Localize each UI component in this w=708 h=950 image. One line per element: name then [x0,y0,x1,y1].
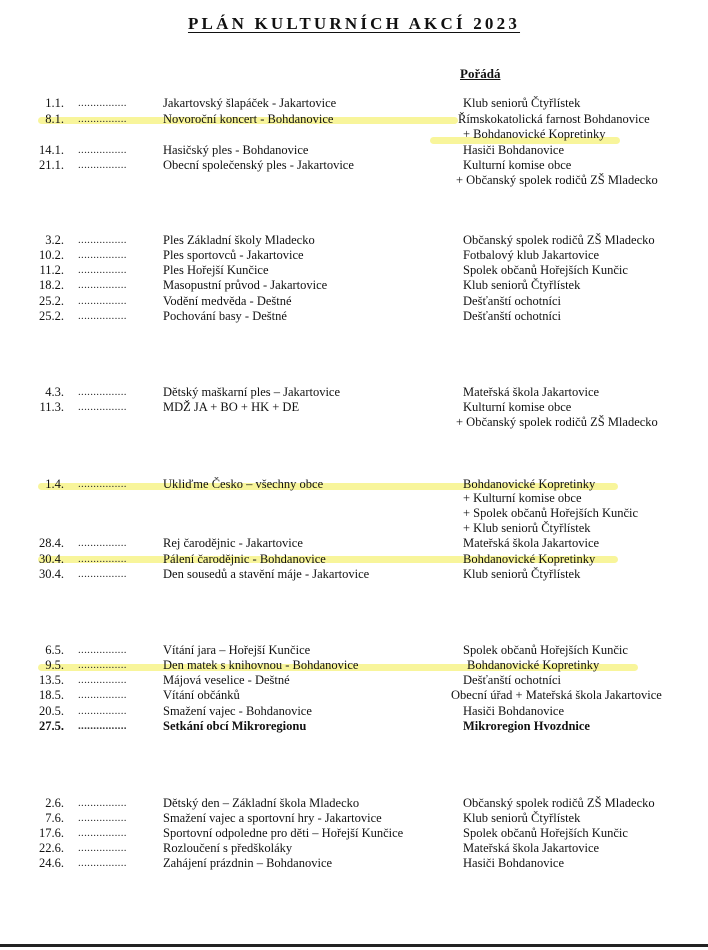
event-row [0,96,708,111]
event-date: 7.6. [45,811,64,825]
event-date: 6.5. [45,643,64,657]
event-date: 25.2. [39,294,64,308]
event-organizer: Spolek občanů Hořejších Kunčic [463,263,628,277]
event-row [0,552,708,567]
event-row [0,643,708,658]
event-row [0,263,708,278]
event-date: 18.5. [39,688,64,702]
event-organizer: Kulturní komise obce [463,400,572,414]
event-organizer: Dešťanští ochotníci [463,673,562,687]
event-row [0,688,708,703]
event-name: Májová veselice - Deštné [163,673,290,687]
event-row [0,158,708,173]
leader-dots: ................ [78,842,127,854]
event-date: 11.2. [39,263,64,277]
event-name: MDŽ JA + BO + HK + DE [163,400,300,414]
event-row [0,278,708,293]
event-organizer: + Spolek občanů Hořejších Kunčic [463,506,639,520]
event-row [0,536,708,551]
event-date: 3.2. [45,233,64,247]
event-organizer: Klub seniorů Čtyřlístek [463,567,581,581]
leader-dots: ................ [78,568,127,580]
event-name: Ples sportovců - Jakartovice [163,248,304,262]
event-name: Rej čarodějnic - Jakartovice [163,536,303,550]
event-row [0,841,708,856]
leader-dots: ................ [78,401,127,413]
event-organizer: + Občanský spolek rodičů ZŠ Mladecko [456,173,658,187]
event-row [0,704,708,719]
event-row [0,796,708,811]
leader-dots: ................ [78,386,127,398]
event-row [0,826,708,841]
event-date: 28.4. [39,536,64,550]
leader-dots: ................ [78,720,127,732]
event-name: Dětský den – Základní škola Mladecko [163,796,360,810]
event-organizer: Klub seniorů Čtyřlístek [463,811,581,825]
leader-dots: ................ [78,812,127,824]
event-date: 20.5. [39,704,64,718]
event-organizer: Fotbalový klub Jakartovice [463,248,600,262]
event-name: Zahájení prázdnin – Bohdanovice [163,856,333,870]
leader-dots: ................ [78,537,127,549]
event-organizer: Bohdanovické Kopretinky [467,658,600,672]
event-date: 18.2. [39,278,64,292]
event-name: Dětský maškarní ples – Jakartovice [163,385,341,399]
page-title: PLÁN KULTURNÍCH AKCÍ 2023 [187,14,521,33]
event-name: Vodění medvěda - Deštné [163,294,292,308]
event-organizer: Dešťanští ochotníci [463,309,562,323]
event-organizer: Mikroregion Hvozdnice [463,719,590,733]
event-name: Pochování basy - Deštné [163,309,287,323]
event-organizer: Občanský spolek rodičů ZŠ Mladecko [463,233,655,247]
event-row [0,491,708,506]
event-name: Sportovní odpoledne pro děti – Hořejší Kunčice [163,826,404,840]
event-row [0,719,708,734]
event-organizer: Hasiči Bohdanovice [463,704,565,718]
event-date: 25.2. [39,309,64,323]
event-organizer: Bohdanovické Kopretinky [463,477,596,491]
event-organizer: Římskokatolická farnost Bohdanovice [458,112,650,126]
event-name: Vítání občánků [163,688,240,702]
leader-dots: ................ [78,674,127,686]
leader-dots: ................ [78,310,127,322]
event-name: Masopustní průvod - Jakartovice [163,278,328,292]
event-name: Rozloučení s předškoláky [163,841,293,855]
event-row [0,658,708,673]
event-organizer: Spolek občanů Hořejších Kunčic [463,643,628,657]
leader-dots: ................ [78,689,127,701]
event-name: Smažení vajec a sportovní hry - Jakartovice [163,811,382,825]
leader-dots: ................ [78,553,127,565]
event-name: Den sousedů a stavění máje - Jakartovice [163,567,370,581]
event-date: 30.4. [39,567,64,581]
event-row [0,477,708,492]
event-date: 2.6. [45,796,64,810]
event-organizer: Hasiči Bohdanovice [463,856,565,870]
event-date: 8.1. [45,112,64,126]
leader-dots: ................ [78,295,127,307]
event-organizer: Klub seniorů Čtyřlístek [463,278,581,292]
event-organizer: Obecní úřad + Mateřská škola Jakartovice [451,688,662,702]
event-date: 30.4. [39,552,64,566]
event-row [0,127,708,142]
event-date: 24.6. [39,856,64,870]
event-organizer: + Kulturní komise obce [463,491,582,505]
event-organizer: Klub seniorů Čtyřlístek [463,96,581,110]
event-date: 4.3. [45,385,64,399]
event-row [0,856,708,871]
event-name: Obecní společenský ples - Jakartovice [163,158,354,172]
event-name: Ukliďme Česko – všechny obce [163,477,324,491]
event-name: Den matek s knihovnou - Bohdanovice [163,658,359,672]
event-row [0,112,708,127]
event-organizer: Občanský spolek rodičů ZŠ Mladecko [463,796,655,810]
event-name: Pálení čarodějnic - Bohdanovice [163,552,326,566]
leader-dots: ................ [78,234,127,246]
event-date: 13.5. [39,673,64,687]
leader-dots: ................ [78,159,127,171]
event-name: Hasičský ples - Bohdanovice [163,143,309,157]
event-name: Ples Základní školy Mladecko [163,233,315,247]
event-organizer: Spolek občanů Hořejších Kunčic [463,826,628,840]
event-organizer: Mateřská škola Jakartovice [463,385,600,399]
event-organizer: Bohdanovické Kopretinky [463,552,596,566]
event-organizer: Kulturní komise obce [463,158,572,172]
event-row [0,248,708,263]
leader-dots: ................ [78,797,127,809]
organizer-column-header: Pořádá [460,66,501,81]
event-name: Smažení vajec - Bohdanovice [163,704,312,718]
leader-dots: ................ [78,478,127,490]
leader-dots: ................ [78,279,127,291]
leader-dots: ................ [78,659,127,671]
event-row [0,415,708,430]
event-organizer: Hasiči Bohdanovice [463,143,565,157]
leader-dots: ................ [78,644,127,656]
event-organizer: + Bohdanovické Kopretinky [463,127,606,141]
page-bottom-border [0,944,708,947]
event-row [0,521,708,536]
event-row [0,309,708,324]
leader-dots: ................ [78,857,127,869]
leader-dots: ................ [78,827,127,839]
event-row [0,385,708,400]
event-row [0,173,708,188]
leader-dots: ................ [78,144,127,156]
event-row [0,400,708,415]
event-date: 1.1. [45,96,64,110]
event-row [0,567,708,582]
event-date: 1.4. [45,477,64,491]
event-name: Jakartovský šlapáček - Jakartovice [163,96,337,110]
leader-dots: ................ [78,97,127,109]
event-row [0,294,708,309]
event-organizer: Mateřská škola Jakartovice [463,536,600,550]
event-date: 10.2. [39,248,64,262]
event-date: 17.6. [39,826,64,840]
leader-dots: ................ [78,249,127,261]
leader-dots: ................ [78,264,127,276]
event-name: Setkání obcí Mikroregionu [163,719,307,733]
event-date: 11.3. [39,400,64,414]
event-row [0,506,708,521]
event-date: 21.1. [39,158,64,172]
event-row [0,143,708,158]
event-name: Novoroční koncert - Bohdanovice [163,112,334,126]
event-name: Vítání jara – Hořejší Kunčice [163,643,311,657]
event-organizer: + Klub seniorů Čtyřlístek [463,521,591,535]
event-date: 14.1. [39,143,64,157]
event-name: Ples Hořejší Kunčice [163,263,269,277]
event-organizer: Mateřská škola Jakartovice [463,841,600,855]
event-date: 27.5. [39,719,64,733]
event-row [0,233,708,248]
event-organizer: + Občanský spolek rodičů ZŠ Mladecko [456,415,658,429]
event-date: 22.6. [39,841,64,855]
event-organizer: Dešťanští ochotníci [463,294,562,308]
event-row [0,811,708,826]
leader-dots: ................ [78,705,127,717]
event-date: 9.5. [45,658,64,672]
leader-dots: ................ [78,113,127,125]
event-row [0,673,708,688]
